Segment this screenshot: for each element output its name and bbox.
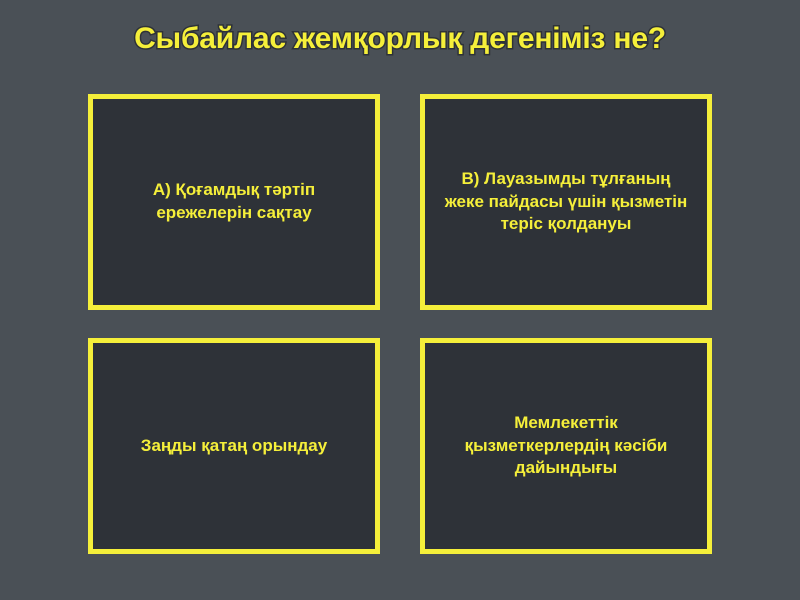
answer-option-c-label: Заңды қатаң орындау	[140, 435, 328, 455]
answer-option-b-label: В) Лауазымды тұлғаның жеке пайдасы үшін қызметін теріс қолдануы	[444, 169, 688, 234]
answer-option-d[interactable]	[420, 338, 712, 554]
answer-option-d-label: Мемлекеттік қызметкерлердің кәсіби дайындығы	[464, 413, 668, 478]
page-title: Сыбайлас жемқорлық дегеніміз не?	[134, 22, 666, 55]
answer-options-grid	[88, 94, 712, 554]
answer-option-a-label: А) Қоғамдық тәртіп ережелерін сақтау	[152, 180, 316, 222]
answer-option-a[interactable]	[88, 94, 380, 310]
answer-option-b[interactable]	[420, 94, 712, 310]
answer-option-c[interactable]	[88, 338, 380, 554]
